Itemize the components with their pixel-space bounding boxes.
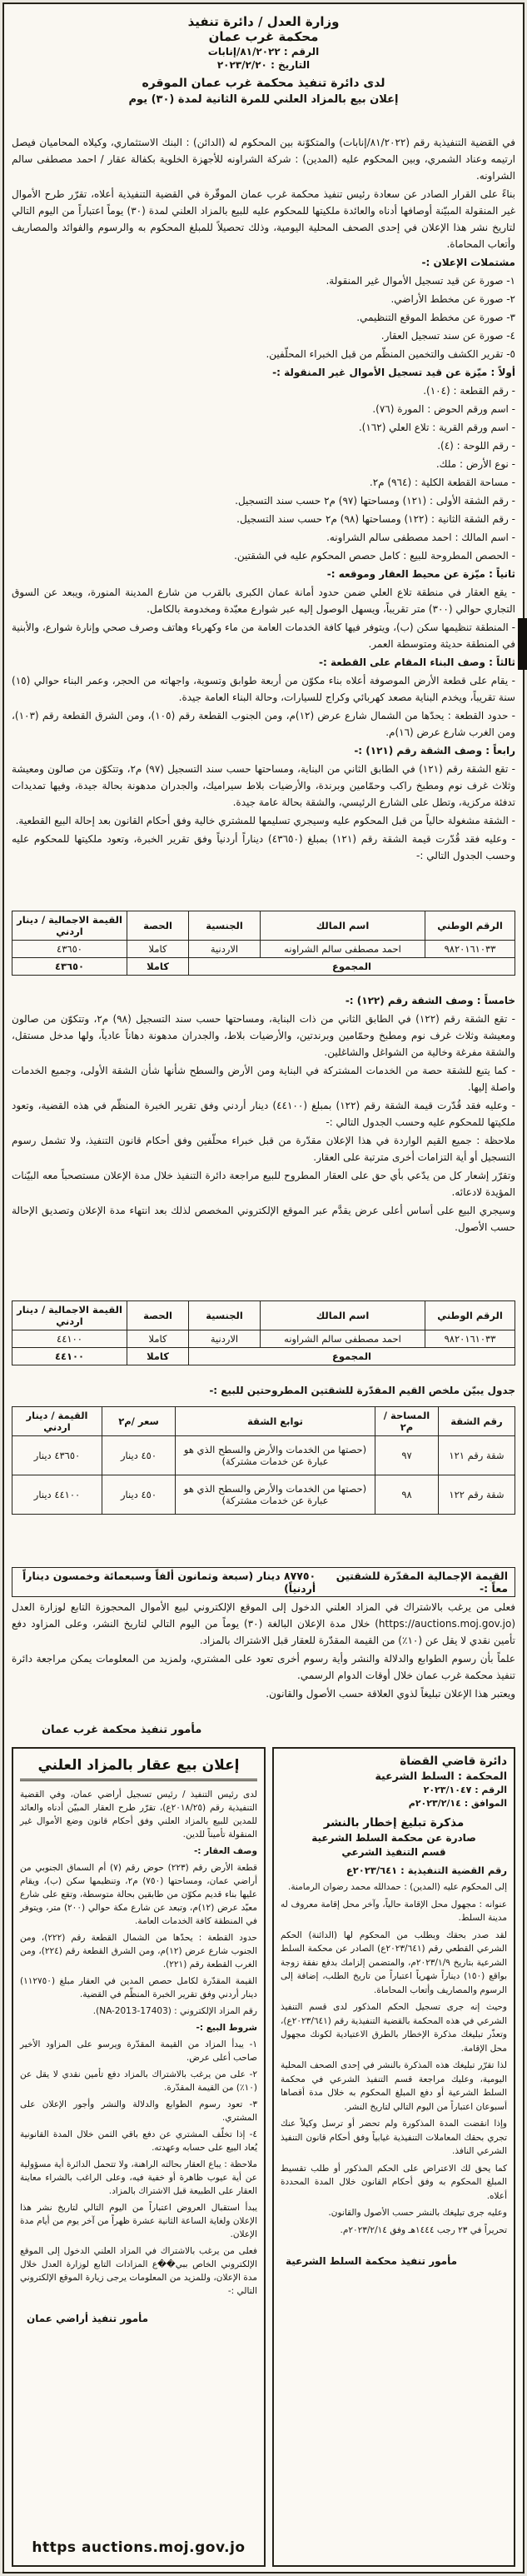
text-line: - اسم ورقم الحوض : المورة (٧٦). — [372, 403, 515, 415]
bottom-notices — [12, 1747, 515, 2567]
text-line: لذا تقرّر تبليغك هذه المذكرة بالنشر في إحدى الصحف المحلية اليومية، وعليك مراجعة قسم التنفيذ الشرعي في محكمة السلط الشرعية أو دفع المبلغ المحكوم به خلال مدة أقصاها أسبوعان اعتباراً من اليوم التالي لتاريخ النشر. — [281, 2060, 507, 2112]
auction-notice-body — [20, 1788, 257, 2301]
text-line: - الشقة مشغولة حالياً من قبل المحكوم عليه وسيجري تسليمها للمشتري خالية وفق أحكام القانون بعد إحالة البيع القطعية. — [15, 815, 515, 826]
text-line: - رقم الشقة الثانية : (١٢٢) ومساحتها (٩٨) م٢ حسب سند التسجيل. — [236, 513, 515, 525]
text-line: - رقم الشقة الأولى : (١٢١) ومساحتها (٩٧) م٢ حسب سند التسجيل. — [235, 495, 515, 507]
sharia-court-name: المحكمة : السلط الشرعية — [375, 1770, 507, 1782]
grand-total-value: ٨٧٧٥٠ دينار (سبعة وثمانون ألفاً وسبعمائة وخمسون ديناراً أردنياً) — [22, 1570, 316, 1595]
cell-value: ٤٤١٠٠ دينار — [12, 1475, 102, 1515]
table-total-row — [12, 1348, 515, 1365]
text-line: - حدود القطعة : يحدّها من الشمال شارع عرض (١٢)م، ومن الجنوب القطعة رقم (١٠٥)، ومن الشرق القطعة رقم (١٠٣)، ومن الغرب شارع عرض (١٦)م. — [12, 710, 515, 738]
cell-total-share: كاملا — [127, 1348, 189, 1365]
text-line: ٤- إذا تخلّف المشتري عن دفع باقي الثمن خلال المدة القانونية يُعاد البيع على حسابه وعهدته. — [20, 2129, 257, 2153]
cell-value: ٤٤١٠٠ — [12, 1330, 127, 1348]
text-line: - رقم اللوحة : (٤). — [437, 440, 515, 452]
addressed-court-line: لدى دائرة تنفيذ محكمة غرب عمان الموقره — [142, 77, 385, 90]
sharia-case-number: الرقم : ٢٠٢٣/١٠٤٧ — [423, 1785, 507, 1795]
execution-case-number: رقم القضية التنفيذية : ٢٠٢٣/٦٤١ع — [346, 1865, 507, 1876]
text-line: حدود القطعة : يحدّها من الشمال القطعة رقم (٢٢٢)، ومن الجنوب شارع عرض (١٢)م، ومن الشرق القطعة رقم (٢٢٤)، ومن الغرب القطعة رقم (٢٢١). — [20, 1933, 258, 1969]
text-line: وحيث إنه جرى تسجيل الحكم المذكور لدى قسم التنفيذ الشرعي في هذه المحكمة بالقضية التنفيذية رقم (٢٠٢٣/٦٤١ع)، وتعذّر تبليغك مذكرة الإخطار بالطرق الاعتيادية لكونك مجهول محل الإقامة. — [281, 2002, 507, 2054]
subheading: وصف العقار :- — [193, 1846, 257, 1856]
owner-row — [12, 941, 515, 958]
apartment-row — [12, 1475, 515, 1515]
text-line: إلى المحكوم عليه (المدين) : حمدالله محمد رضوان الرمامنة. — [288, 1882, 507, 1892]
col-nationality: الجنسية — [189, 911, 261, 941]
cell-national-id: ٩٨٢٠١٦١٠٣٣ — [425, 941, 515, 958]
case-number: الرقم : ٨١/٢٠٢٢/إنابات — [207, 46, 320, 57]
cell-share: كاملا — [127, 1330, 189, 1348]
cell-nationality: الاردنية — [189, 1330, 261, 1348]
text-line: - وعليه فقد قُدّرت قيمة الشقة رقم (١٢٢) بمبلغ (٤٤١٠٠) دينار أردني وفق تقرير الخبرة المنظّم في هذه القضية، وتعود ملكيتها للمحكوم عليه وحسب الجدول التالي :- — [12, 1100, 515, 1128]
cell-value: ٤٣٦٥٠ دينار — [12, 1436, 102, 1475]
cell-total-label: المجموع — [189, 958, 515, 976]
text-line: وعليه جرى تبليغك بالنشر حسب الأصول والقانون. — [328, 2208, 507, 2218]
text-line: ٥- تقرير الكشف والتخمين المنظّم من قبل الخبراء المحلّفين. — [266, 348, 515, 360]
table-header-row — [12, 911, 515, 941]
subheading: ثالثاً : وصف البناء المقام على القطعة :- — [319, 656, 515, 668]
cell-nationality: الاردنية — [189, 941, 261, 958]
memo-body — [281, 1880, 507, 2240]
subheading: شروط البيع :- — [196, 2023, 257, 2033]
text-line: ٤- صورة عن سند تسجيل العقار. — [380, 330, 515, 342]
sharia-court-notice — [272, 1747, 515, 2567]
auction-site-url[interactable]: https auctions.moj.gov.jo — [32, 2539, 246, 2556]
auction-executor-signature: مأمور تنفيذ أراضي عمان — [27, 2313, 149, 2324]
text-line: وسيجري البيع على أساس أعلى عرض يقدَّم عبر الموقع الإلكتروني المخصص لذلك بعد انتهاء مدة الإعلان وتصديق الإحالة حسب الأصول. — [12, 1205, 515, 1233]
col-national-id: الرقم الوطني — [425, 1301, 515, 1330]
table-header-row — [12, 1407, 515, 1436]
text-line: - مساحة القطعة الكلية : (٩٦٤) م٢. — [369, 477, 515, 488]
text-line: - وعليه فقد قُدّرت قيمة الشقة رقم (١٢١) بمبلغ (٤٣٦٥٠) ديناراً أردنياً وفق تقرير الخبرة، وتعود ملكيتها للمحكوم عليه وحسب الجدول التالي :- — [12, 833, 515, 861]
text-line: لدى رئيس التنفيذ / رئيس تسجيل أراضي عمان، وفي القضية التنفيذية رقم (٢٠١٨/٢٥ع)، تقرّر طرح العقار المبيّن أدناه والعائد للمدين للبيع بالمزاد العلني وفق أحكام قانون وضع الأموال غير المنقولة تأميناً للدين. — [20, 1790, 257, 1840]
text-line: - رقم القطعة : (١٠٤). — [423, 385, 515, 397]
text-line: علماً بأن رسوم الطوابع والدلالة والنشر وأية رسوم أخرى تعود على المشتري، ولمزيد من المعلومات يمكن مراجعة دائرة تنفيذ محكمة غرب عمان خلال أوقات الدوام الرسمي. — [12, 1653, 515, 1681]
text-line: فعلى من يرغب بالاشتراك في المزاد العلني الدخول إلى الموقع الإلكتروني الخاص ببي��ع المزادات التابع لوزارة العدل خلال مدة الإعلان، وللمزيد من المعلومات يرجى زيارة الموقع الإلكتروني التالي :- — [20, 2246, 257, 2296]
text-line: وتقرّر إشعار كل من يدّعي بأي حق على العقار المطروح للبيع مراجعة دائرة التنفيذ خلال مدة الإعلان مستصحباً معه البيّنات المؤيدة لادعائه. — [12, 1170, 515, 1198]
cell-owner-name: احمد مصطفى سالم الشراونه — [261, 941, 425, 958]
col-value: القيمة / دينار اردني — [12, 1407, 102, 1436]
col-area: المساحة /م٢ — [375, 1407, 439, 1436]
cell-price-per-m2: ٤٥٠ دينار — [102, 1436, 176, 1475]
text-line: ١- صورة عن قيد تسجيل الأموال غير المنقولة. — [326, 275, 515, 287]
table-header-row — [12, 1301, 515, 1330]
cell-total-value: ٤٤١٠٠ — [12, 1348, 127, 1365]
text-line: - اسم المالك : احمد مصطفى سالم الشراونه. — [326, 532, 515, 543]
ad-title: إعلان بيع بالمزاد العلني للمرة الثانية لمدة (٣٠) يوم — [128, 93, 399, 106]
text-line: ٣- صورة عن مخطط الموقع التنظيمي. — [356, 312, 515, 323]
memo-title: مذكرة تبليغ إخطار بالنشر — [323, 1816, 465, 1830]
text-line: فعلى من يرغب بالاشتراك في المزاد العلني الدخول إلى الموقع الإلكتروني لبيع الأموال المحجوزة التابع لوزارة العدل (https://auctions.moj.gov.jo) خلال مدة الإعلان البالغة (٣٠) يوماً من اليوم التالي لتاريخ النشر، وعلى المزاود دفع تأمين نقدي لا يقل عن (١٠٪) من القيمة المقدّرة للعقار قبل الاشتراك بالمزاد. — [12, 1601, 515, 1646]
text-line: - يقام على قطعة الأرض الموصوفة أعلاه بناء مكوّن من أربعة طوابق وتسوية، واجهاته من الحجر، وعمر البناء حوالي (١٥) سنة تقريباً، ويخدم البناية مصعد كهربائي وكراج للسيارات، وحالة البناء العامة جيدة. — [12, 675, 515, 703]
subheading: رابعاً : وصف الشقة رقم (١٢١) :- — [354, 745, 515, 756]
text-line: وإذا انقضت المدة المذكورة ولم تحضر أو ترسل وكيلاً عنك تجري بحقك المعاملات التنفيذية غيابياً وفق أحكام قانون التنفيذ الشرعي النافذ. — [281, 2119, 507, 2156]
text-line: قطعة الأرض رقم (٢٢٣) حوض رقم (٧) أم السماق الجنوبي من أراضي عمان، ومساحتها (٧٥٠) م٢، وتنظيمها سكن (ب)، ويقام عليها بناء قديم مكوّن من طابقين بحالة متوسطة، وتقع على شارع معبّد عرض (١٢)م، وتبعد عن شارع مكة حوالي (٢٠٠) متر، ويتوفر في المنطقة كافة الخدمات العامة. — [20, 1863, 258, 1926]
text-line: - نوع الأرض : ملك. — [435, 458, 515, 470]
summary-label-wrap — [12, 1382, 515, 1404]
text-line: ويعتبر هذا الإعلان تبليغاً لذوي العلاقة حسب الأصول والقانون. — [266, 1688, 515, 1700]
text-line: تحريراً في ٢٣ رجب ١٤٤٤هـ وفق ٢٠٢٣/٢/١٤م. — [340, 2224, 507, 2235]
cell-appurtenances: (حصتها من الخدمات والأرض والسطح الذي هو عبارة عن خدمات مشتركة) — [176, 1436, 375, 1475]
apartment-122-section — [12, 992, 515, 1297]
ad-header — [12, 11, 515, 134]
cell-total-value: ٤٣٦٥٠ — [12, 958, 127, 976]
ministry-line: وزارة العدل / دائرة تنفيذ — [187, 14, 340, 29]
col-owner-name: اسم المالك — [261, 1301, 425, 1330]
sharia-executor-signature: مأمور تنفيذ محكمة السلط الشرعية — [286, 2255, 458, 2267]
text-line: ٢- صورة عن مخطط الأراضي. — [390, 293, 515, 305]
col-share: الحصة — [127, 911, 189, 941]
cell-share: كاملا — [127, 941, 189, 958]
real-estate-auction-notice — [12, 1747, 266, 2567]
text-line: كما يحق لك الاعتراض على الحكم المذكور أو طلب تقسيط المبلغ المحكوم به وفق أحكام القانون خلال المدة المحددة أعلاه. — [281, 2163, 507, 2201]
executor-signature: مأمور تنفيذ محكمة غرب عمان — [42, 1724, 202, 1736]
cell-price-per-m2: ٤٥٠ دينار — [102, 1475, 176, 1515]
table-total-row — [12, 958, 515, 976]
cell-national-id: ٩٨٢٠١٦١٠٣٣ — [425, 1330, 515, 1348]
text-line: عنوانه : مجهول محل الإقامة حالياً، وآخر محل إقامة معروف له مدينة السلط. — [281, 1899, 507, 1923]
owners-table-2-wrap — [12, 1297, 515, 1382]
cell-appurtenances: (حصتها من الخدمات والأرض والسطح الذي هو عبارة عن خدمات مشتركة) — [176, 1475, 375, 1515]
grand-total-label: القيمة الإجمالية المقدّرة للشقتين معاً :- — [336, 1570, 508, 1595]
subheading: خامساً : وصف الشقة رقم (١٢٢) :- — [345, 995, 515, 1006]
text-line: - المنطقة تنظيمها سكن (ب)، ويتوفر فيها كافة الخدمات العامة من ماء وكهرباء وهاتف وصرف صحي وإنارة شوارع، والأبنية في المنطقة حديثة ومتوسطة العمر. — [12, 622, 515, 650]
text-line: ملاحظة : يباع العقار بحالته الراهنة، ولا تتحمل الدائرة أية مسؤولية عن أية عيوب ظاهرة أو خفية فيه، وعلى الراغب بالشراء معاينة العقار على الطبيعة قبل الاشتراك بالمزاد. — [20, 2159, 257, 2196]
department-title: دائرة قاضي القضاة — [400, 1755, 507, 1768]
owners-table-1-wrap — [12, 907, 515, 992]
apartments-table — [12, 1406, 515, 1515]
memo-section: قسم التنفيذ الشرعي — [341, 1846, 446, 1858]
col-price-per-m2: سعر /م٢ — [102, 1407, 176, 1436]
text-line: في القضية التنفيذية رقم (٨١/٢٠٢٢/إنابات) والمتكوّنة بين المحكوم له (الدائن) : البنك الاستثماري، وكيلاه المحاميان فيصل ارتيمه وعناد الشمري، وبين المحكوم عليه (المدين) : شركة الشراونه للأجهزة الخلوية بكفالة عقار / احمد مصطفى سالم الشراونه. — [12, 137, 515, 182]
court-name: محكمة غرب عمان — [208, 29, 319, 44]
owners-table-2 — [12, 1300, 515, 1365]
text-line: - تقع الشقة رقم (١٢٢) في الطابق الثاني من ذات البناية، ومساحتها حسب سند التسجيل (٩٨) م٢، وتتكوّن من صالون ومعيشة وثلاث غرف نوم ومطبخ وحمّامين وبرندتين، والأرضيات بلاط، والجدران مدهونة دهاناً عادياً، ولها مدخل مستقل، والشقة مفرغة وخالية من الشواغل والشاغلين. — [12, 1013, 515, 1058]
text-line: ملاحظة : جميع القيم الواردة في هذا الإعلان مقدّرة من قبل خبراء محلّفين وفق أحكام قانون التنفيذ، ولا تشمل رسوم التسجيل أو أية التزامات أخرى مترتبة على العقار. — [12, 1135, 515, 1163]
subheading: أولاً : ميّزة عن قيد تسجيل الأموال غير المنقولة :- — [272, 367, 515, 378]
cell-area: ٩٧ — [375, 1436, 439, 1475]
owner-row — [12, 1330, 515, 1348]
col-share: الحصة — [127, 1301, 189, 1330]
intro-section — [12, 134, 515, 907]
text-line: يبدأ استقبال العروض اعتباراً من اليوم التالي لتاريخ نشر هذا الإعلان ولغاية الساعة الثانية عشرة ظهراً من آخر يوم من أيام مدة الإعلان. — [20, 2203, 257, 2239]
memo-subtitle: صادرة عن محكمة السلط الشرعية — [311, 1832, 476, 1844]
col-owner-name: اسم المالك — [261, 911, 425, 941]
closing-terms-section — [12, 1599, 515, 1724]
execution-court-ad — [12, 11, 515, 1745]
subheading: ثانياً : ميّزة عن محيط العقار وموقعه :- — [326, 568, 515, 580]
grand-total-row — [12, 1567, 515, 1597]
text-line: - الحصص المطروحة للبيع : كامل حصص المحكوم عليه في الشقتين. — [234, 550, 515, 562]
newspaper-notices-sheet — [2, 2, 525, 2574]
owners-table-1 — [12, 911, 515, 976]
apartment-row — [12, 1436, 515, 1475]
cell-owner-name: احمد مصطفى سالم الشراونه — [261, 1330, 425, 1348]
text-line: - اسم ورقم القرية : تلاع العلي (١٦٢). — [358, 422, 515, 433]
cell-total-label: المجموع — [189, 1348, 515, 1365]
col-total-value: القيمة الاجمالية / دينار اردني — [12, 911, 127, 941]
col-appurtenances: توابع الشقة — [176, 1407, 375, 1436]
col-total-value: القيمة الاجمالية / دينار اردني — [12, 1301, 127, 1330]
apartments-table-wrap — [12, 1404, 515, 1567]
col-national-id: الرقم الوطني — [425, 911, 515, 941]
cell-apartment-number: شقة رقم ١٢١ — [439, 1436, 515, 1475]
text-line: - كما يتبع للشقة حصة من الخدمات المشتركة في البناية ومن الأرض والسطح شأنها شأن الشقة الأولى، وجميع الخدمات واصلة إليها. — [12, 1065, 515, 1093]
text-line: القيمة المقدّرة لكامل حصص المدين في العقار مبلغ (١١٢٧٥٠) دينار أردني وفق تقرير الخبرة المنظّم في القضية. — [20, 1976, 257, 1999]
summary-label: جدول يبيّن ملخص القيم المقدّرة للشقتين المطروحتين للبيع :- — [209, 1385, 515, 1396]
margin-mark — [518, 618, 527, 670]
text-line: ١- يبدأ المزاد من القيمة المقدّرة ويرسو على المزاود الأخير صاحب أعلى عرض. — [20, 2039, 257, 2063]
sharia-date-line: الموافق : ٢٠٢٣/٢/١٤م — [408, 1798, 507, 1809]
auction-notice-title: إعلان بيع عقار بالمزاد العلني — [20, 1755, 257, 1781]
text-line: - تقع الشقة رقم (١٢١) في الطابق الثاني من البناية، ومساحتها حسب سند التسجيل (٩٧) م٢، وتتكوّن من صالون ومعيشة وثلاث غرف نوم ومطبخ راكب وحمّامين وبرندة، والأرضيات بلاط سيراميك، والجدران مدهونة بحالة جيدة، وفيها تمديدات تدفئة مركزية، وتطل على الشارع الرئيسي، والشقة بحالة عامة جيدة. — [12, 763, 515, 808]
text-line: ٣- تعود رسوم الطوابع والدلالة والنشر وأجور الإعلان على المشتري. — [20, 2099, 257, 2123]
text-line: رقم المزاد الإلكتروني : (17403-NA-2013). — [92, 2006, 257, 2016]
cell-apartment-number: شقة رقم ١٢٢ — [439, 1475, 515, 1515]
cell-value: ٤٣٦٥٠ — [12, 941, 127, 958]
text-line: - يقع العقار في منطقة تلاع العلي ضمن حدود أمانة عمان الكبرى بالقرب من شارع المدينة المنورة، ويبعد عن السوق التجاري حوالي (٣٠٠) متر تقريباً، ويسهل الوصول إليه عبر شوارع معبّدة ومخدومة بالكامل. — [12, 587, 515, 615]
text-line: لقد صدر بحقك وبطلب من المحكوم لها (الدائنة) الحكم الشرعي القطعي رقم (٢٠٢٣/٦٤١ع) الصادر عن محكمة السلط الشرعية بتاريخ ٢٠٢٣/١/٩م، والمتضمن إلزامك بدفع نفقة زوجة بواقع (١٥٠) ديناراً شهرياً اعتباراً من تاريخ الطلب، إضافة إلى الرسوم والمصاريف وأتعاب المحاماة. — [281, 1930, 508, 1995]
cell-area: ٩٨ — [375, 1475, 439, 1515]
cell-total-share: كاملا — [127, 958, 189, 976]
date-line: التاريخ : ٢٠٢٣/٢/٢٠ — [216, 59, 311, 71]
col-nationality: الجنسية — [189, 1301, 261, 1330]
text-line: ٢- على من يرغب بالاشتراك بالمزاد دفع تأمين نقدي لا يقل عن (١٠٪) من القيمة المقدّرة. — [20, 2069, 257, 2093]
col-apartment-number: رقم الشقة — [439, 1407, 515, 1436]
subheading: مشتملات الإعلان :- — [421, 257, 515, 268]
text-line: بناءً على القرار الصادر عن سعادة رئيس تنفيذ محكمة غرب عمان الموقّرة في القضية التنفيذية أعلاه، تقرّر طرح الأموال غير المنقولة المبيّنة أوصافها أدناه والعائدة ملكيتها للمحكوم عليه للبيع بالمزاد العلني لمدة (٣٠) يوماً اعتباراً من اليوم التالي لتاريخ نشر هذا الإعلان في إحدى الصحف المحلية اليومية، وذلك تحصيلاً للمبلغ المحكوم به والرسوم والفوائد والمصاريف وأتعاب المحاماة. — [12, 188, 515, 250]
